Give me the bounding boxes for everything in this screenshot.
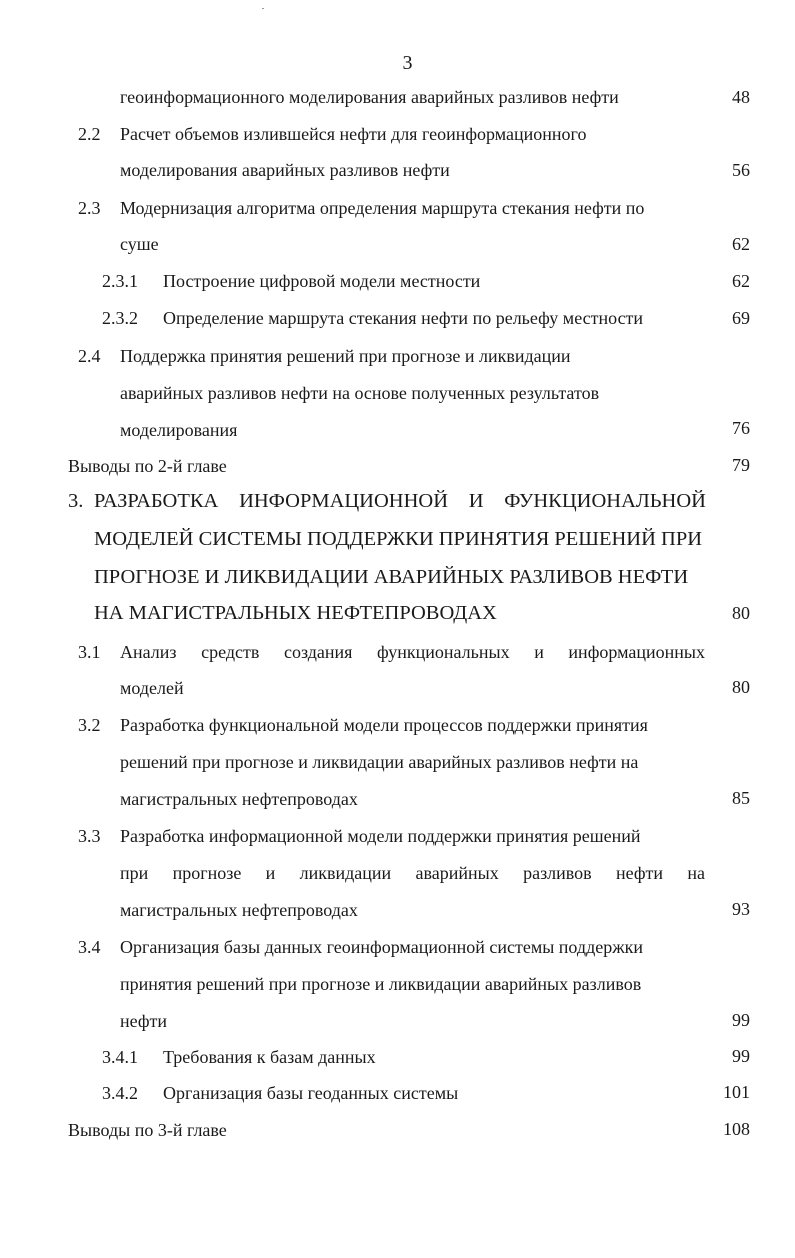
entry-word: средств [201,642,260,662]
entry-word: и [534,642,544,662]
toc-section-number: 3.3 [78,826,101,846]
toc-chapter-title-line: МОДЕЛЕЙ СИСТЕМЫ ПОДДЕРЖКИ ПРИНЯТИЯ РЕШЕНИЙ ПРИ [94,528,703,550]
toc-entry-text [120,862,705,884]
entry-word: аварийных [415,863,499,883]
toc-page-number: 85 [732,788,750,808]
entry-word: при [120,863,149,883]
toc-entry-text: магистральных нефтепроводах [120,789,358,809]
entry-word: разливов [523,863,592,883]
toc-page-number: 99 [732,1046,750,1066]
toc-page-number: 99 [732,1010,750,1030]
toc-entry-text: моделирования аварийных разливов нефти [120,160,450,180]
toc-entry-text: Организация базы геоданных системы [163,1083,459,1103]
toc-page-number: 56 [732,160,750,180]
toc-entry-text: Разработка информационной модели поддержки принятия решений [120,826,641,846]
toc-entry-text: моделирования [120,420,238,440]
toc-page-number: 101 [723,1082,750,1102]
entry-word: ликвидации [299,863,392,883]
toc-entry-text: геоинформационного моделирования аварийных разливов нефти [120,87,619,107]
heading-word: ФУНКЦИОНАЛЬНОЙ [504,490,706,512]
toc-page-number: 93 [732,899,750,919]
toc-section-number: 3.4 [78,937,101,957]
toc-section-number: 2.3.1 [102,271,138,291]
toc-entry-text: Поддержка принятия решений при прогнозе и ликвидации [120,346,571,366]
toc-chapter-number: 3. [68,490,84,512]
heading-word: РАЗРАБОТКА [94,490,219,512]
entry-word: нефти [616,863,664,883]
toc-section-number: 2.2 [78,124,101,144]
entry-word: на [687,863,705,883]
page-number: 3 [402,52,413,74]
toc-section-number: 3.4.2 [102,1083,138,1103]
heading-word: И [468,490,484,512]
toc-section-number: 3.4.1 [102,1047,138,1067]
toc-page-number: 48 [732,87,750,107]
toc-page-number: 80 [732,603,750,623]
toc-entry-text: магистральных нефтепроводах [120,900,358,920]
toc-page-number: 108 [723,1119,750,1139]
toc-conclusion-title: Выводы по 2-й главе [68,456,227,476]
toc-entry-text: нефти [120,1011,168,1031]
toc-entry-text: Требования к базам данных [163,1047,376,1067]
toc-entry-text: Определение маршрута стекания нефти по рельефу местности [163,308,644,328]
toc-conclusion-title: Выводы по 3-й главе [68,1120,227,1140]
toc-entry-text: решений при прогнозе и ликвидации аварийных разливов нефти на [120,752,639,772]
toc-page-number: 76 [732,418,750,438]
toc-entry-text [120,641,705,663]
entry-word: создания [283,642,353,662]
heading-word: ИНФОРМАЦИОННОЙ [239,490,449,512]
entry-word: информационных [568,642,705,662]
toc-chapter-title-line: НА МАГИСТРАЛЬНЫХ НЕФТЕПРОВОДАХ [94,602,497,624]
toc-chapter-title-line [94,490,706,512]
toc-entry-text: Организация базы данных геоинформационной системы поддержки [120,937,644,957]
entry-word: и [265,863,276,883]
toc-page-number: 62 [732,234,750,254]
toc-chapter-title-line: ПРОГНОЗЕ И ЛИКВИДАЦИИ АВАРИЙНЫХ РАЗЛИВОВ НЕФТИ [94,566,689,588]
toc-section-number: 3.2 [78,715,101,735]
toc-page-number: 80 [732,677,750,697]
toc-entry-text: Модернизация алгоритма определения маршрута стекания нефти по [120,198,645,218]
toc-entry-text: аварийных разливов нефти на основе полученных результатов [120,383,600,403]
entry-word: Анализ [120,642,177,662]
toc-entry-text: Построение цифровой модели местности [163,271,481,291]
toc-page-number: 62 [732,271,750,291]
toc-section-number: 2.4 [78,346,101,366]
entry-word: функциональных [377,642,510,662]
toc-section-number: 3.1 [78,642,101,662]
entry-word: прогнозе [172,863,242,883]
toc-section-number: 2.3.2 [102,308,138,328]
toc-section-number: 2.3 [78,198,101,218]
toc-entry-text: моделей [120,678,184,698]
toc-entry-text: принятия решений при прогнозе и ликвидации аварийных разливов [120,974,642,994]
toc-entry-text: суше [120,234,159,254]
toc-entry-text: Разработка функциональной модели процессов поддержки принятия [120,715,648,735]
toc-page-number: 69 [732,308,750,328]
scan-mark [262,8,264,9]
toc-entry-text: Расчет объемов излившейся нефти для геоинформационного [120,124,587,144]
toc-page-number: 79 [732,455,750,475]
